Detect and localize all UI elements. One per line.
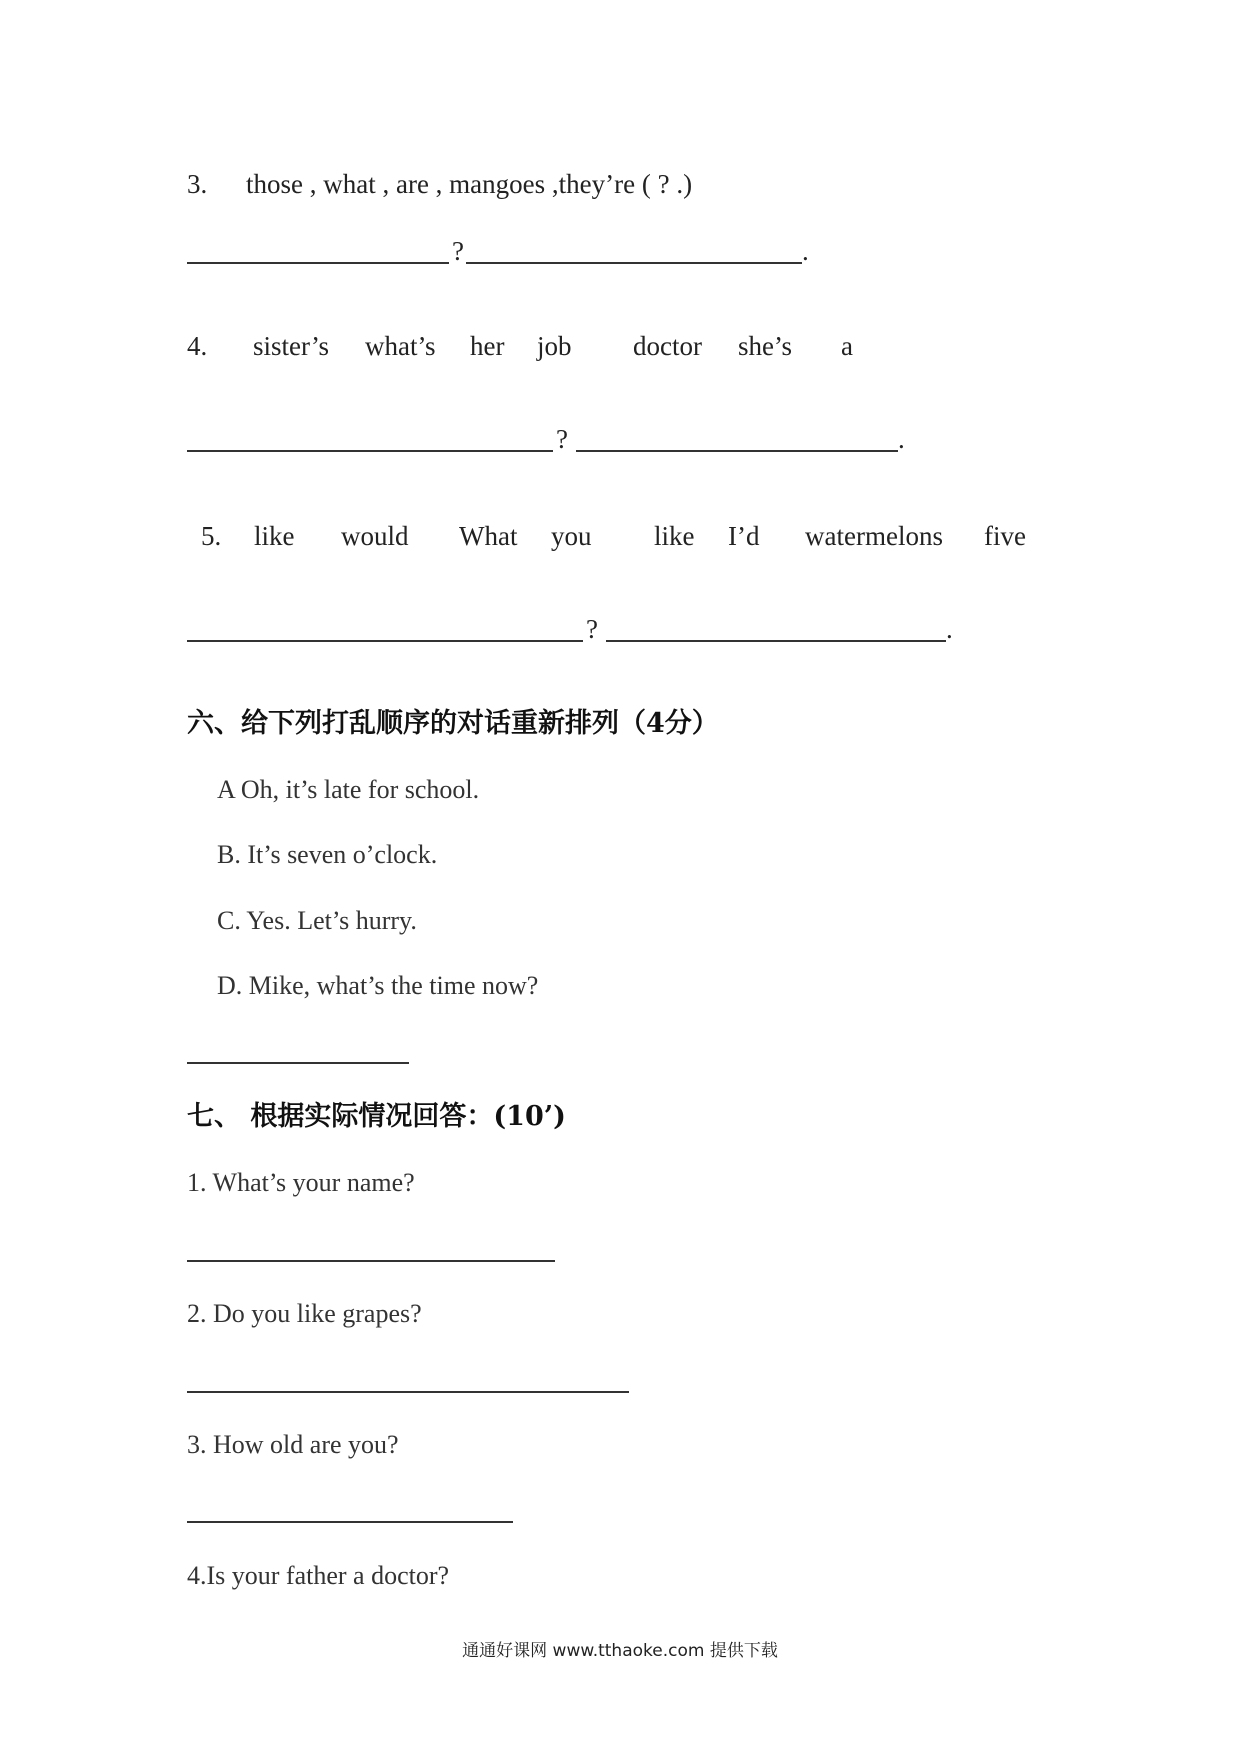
section7-question-1: 1. What’s your name? <box>187 1168 415 1197</box>
q5-word: you <box>551 521 592 551</box>
section6-answer-blank[interactable] <box>187 1062 409 1064</box>
q3-answer-blank-1[interactable] <box>187 262 449 264</box>
section6-heading: 六、给下列打乱顺序的对话重新排列（4分） <box>187 708 719 739</box>
section7-question-4: 4.Is your father a doctor? <box>187 1561 450 1590</box>
q5-word: would <box>341 521 409 551</box>
q4-word: job <box>537 331 572 361</box>
q4-word: sister’s <box>253 331 330 361</box>
section6-option-a: A Oh, it’s late for school. <box>217 775 480 804</box>
section7-question-2: 2. Do you like grapes? <box>187 1299 422 1328</box>
section7-heading: 七、 根据实际情况回答：(10’) <box>187 1101 566 1132</box>
q3-words: those , what , are , mangoes ,they’re ( ? .) <box>246 169 693 199</box>
q3-number: 3. <box>187 169 208 199</box>
q5-word: watermelons <box>805 521 943 551</box>
section7-question-3: 3. How old are you? <box>187 1430 399 1459</box>
q5-question-mark: ? <box>586 614 598 644</box>
q5-word: What <box>459 521 518 551</box>
q5-word: like <box>654 521 695 551</box>
q5-word: I’d <box>728 521 760 551</box>
section7-answer-blank-1[interactable] <box>187 1260 555 1262</box>
page-footer: 通通好课网 www.tthaoke.com 提供下载 <box>462 1641 778 1661</box>
q5-word: five <box>984 521 1026 551</box>
q4-word: her <box>470 331 505 361</box>
q3-period: . <box>802 236 809 266</box>
q3-answer-blank-2[interactable] <box>466 262 802 264</box>
section7-answer-blank-3[interactable] <box>187 1521 513 1523</box>
q4-word: a <box>841 331 853 361</box>
q4-words <box>0 330 1240 362</box>
q4-question-mark: ? <box>556 424 568 454</box>
q4-word: doctor <box>633 331 702 361</box>
q5-words <box>0 520 1240 552</box>
q4-answer-blank-1[interactable] <box>187 450 553 452</box>
q3-question-mark: ? <box>452 236 464 266</box>
q4-period: . <box>898 424 905 454</box>
q5-word: like <box>254 521 295 551</box>
q4-answer-blank-2[interactable] <box>576 450 898 452</box>
q5-answer-blank-1[interactable] <box>187 640 583 642</box>
section7-answer-blank-2[interactable] <box>187 1391 629 1393</box>
section6-option-c: C. Yes. Let’s hurry. <box>217 906 417 935</box>
section6-option-b: B. It’s seven o’clock. <box>217 840 438 869</box>
q4-number: 4. <box>187 331 208 361</box>
q5-period: . <box>946 614 953 644</box>
q4-word: she’s <box>738 331 792 361</box>
q5-number: 5. <box>201 521 222 551</box>
section6-option-d: D. Mike, what’s the time now? <box>217 971 539 1000</box>
q5-answer-blank-2[interactable] <box>606 640 946 642</box>
q4-word: what’s <box>365 331 436 361</box>
